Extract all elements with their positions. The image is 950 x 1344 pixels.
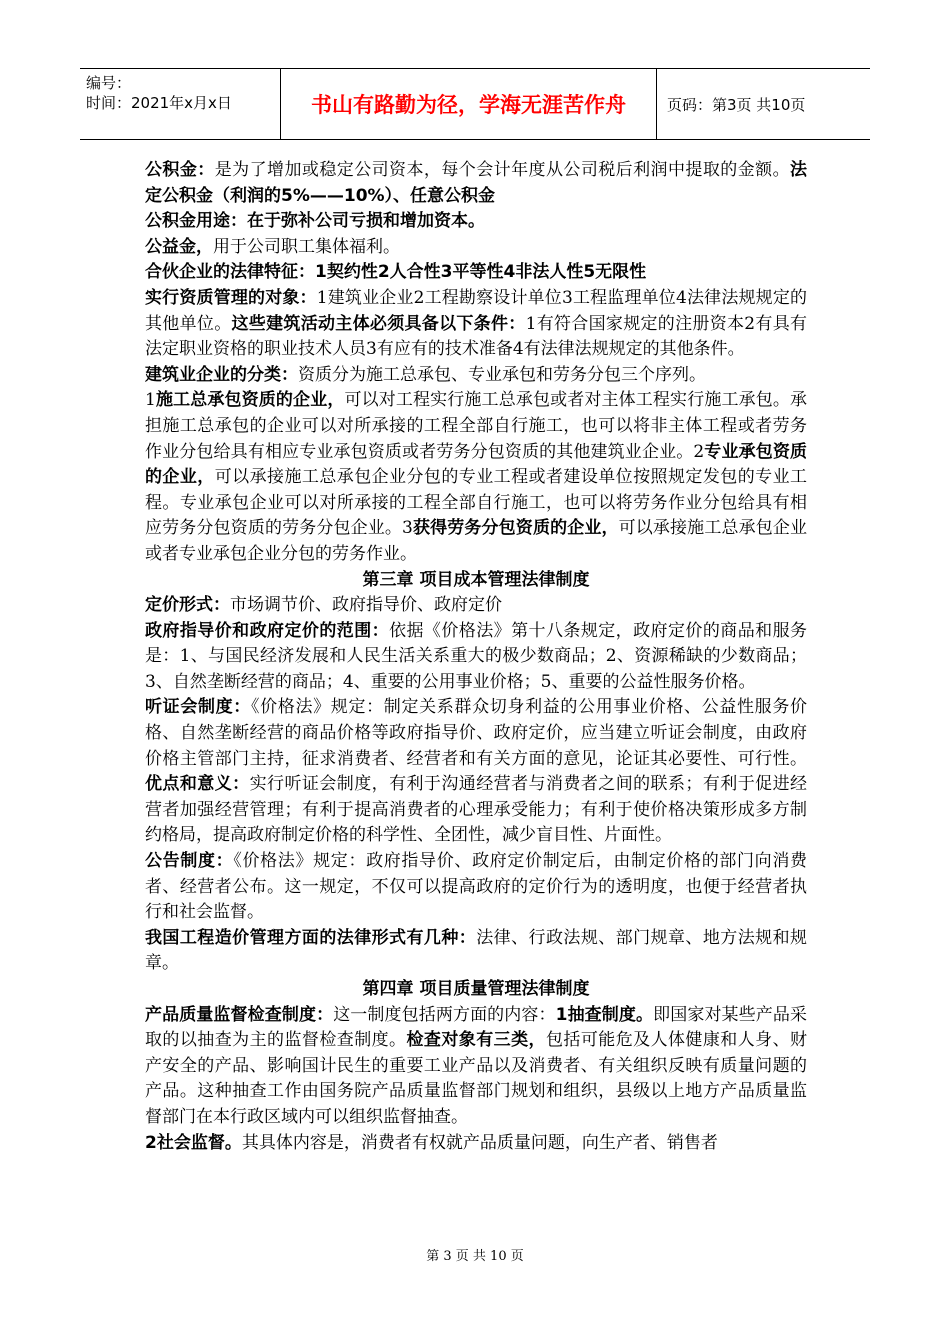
chapter-heading: 第四章 项目质量管理法律制度 xyxy=(362,979,590,999)
paragraph xyxy=(145,260,807,286)
body-text: 依据《价格法》第十八条规定，政府定价的商品和服务是：1、与国民经济发展和人民生活关系重大的极少数商品；2、资源稀缺的少数商品；3、自然垄断经营的商品；4、重要的公用事业价格；5、重要的公益性服务价格。 xyxy=(145,620,808,692)
paragraph xyxy=(145,695,807,849)
bold-term: 公告制度： xyxy=(145,851,234,872)
page-header xyxy=(80,68,870,140)
bold-term: 公积金： xyxy=(145,160,215,180)
header-meta xyxy=(80,69,280,139)
bold-term: 专业承包资质的企业， xyxy=(145,441,807,488)
body-text: 即国家对某些产品采取的以抽查为主的监督检查制度。 xyxy=(145,1004,807,1051)
body-text: 1 xyxy=(145,390,156,411)
paragraph xyxy=(145,158,807,209)
bold-term: 2社会监督。 xyxy=(145,1132,242,1153)
bold-term: 施工总承包资质的企业， xyxy=(155,390,345,411)
bold-term: 定价形式： xyxy=(145,595,230,616)
bold-term: 法定公积金（利润的5%——10%）、任意公积金 xyxy=(145,160,808,206)
document-body xyxy=(145,158,807,1156)
bold-term: 检查对象有三类， xyxy=(406,1030,546,1051)
paragraph xyxy=(145,286,807,363)
page-footer: 第 3 页 共 10 页 xyxy=(426,1249,524,1264)
bold-term: 产品质量监督检查制度： xyxy=(145,1004,334,1025)
body-text: 可以对工程实行施工总承包或者对主体工程实行施工承包。承担施工总承包的企业可以对所承接的工程全部自行施工，也可以将非主体工程或者劳务作业分包给具有相应专业承包资质或者劳务分包资质的其他建筑业企业。2 xyxy=(145,390,808,462)
chapter-heading: 第三章 项目成本管理法律制度 xyxy=(362,569,590,590)
body-text: 1有符合国家规定的注册资本2有具有法定职业资格的职业技术人员3有应有的技术准备4有法律法规规定的其他条件。 xyxy=(145,313,808,360)
paragraph xyxy=(145,926,807,977)
header-motto: 书山有路勤为径，学海无涯苦作舟 xyxy=(280,69,657,139)
bold-term: 合伙企业的法律特征：1契约性2人合性3平等性4非法人性5无限性 xyxy=(145,262,647,283)
body-text: 其具体内容是，消费者有权就产品质量问题，向生产者、销售者 xyxy=(241,1132,718,1153)
paragraph xyxy=(145,1131,807,1157)
body-text: 这一制度包括两方面的内容： xyxy=(333,1004,556,1025)
paragraph xyxy=(145,363,807,389)
bold-term: 实行资质管理的对象： xyxy=(145,287,317,308)
bold-term: 建筑业企业的分类： xyxy=(145,364,298,385)
body-text: 市场调节价、政府指导价、政府定价 xyxy=(230,595,502,616)
paragraph xyxy=(145,1003,807,1131)
bold-term: 我国工程造价管理方面的法律形式有几种： xyxy=(145,927,477,948)
paragraph xyxy=(145,619,807,696)
body-text: 《价格法》规定：政府指导价、政府定价制定后，由制定价格的部门向消费者、经营者公布。这一规定，不仅可以提高政府的定价行为的透明度，也便于经营者执行和社会监督。 xyxy=(145,851,808,923)
header-page-label: 页码：第3页 共10页 xyxy=(667,95,806,114)
body-text: 包括可能危及人体健康和人身、财产安全的产品、影响国计民生的重要工业产品以及消费者、有关组织反映有质量问题的产品。这种抽查工作由国务院产品质量监督部门规划和组织，县级以上地方产品质量监督部门在本行政区域内可以组织监督抽查。 xyxy=(145,1030,808,1127)
bold-term: 公积金用途：在于弥补公司亏损和增加资本。 xyxy=(145,211,485,232)
body-text: 可以承接施工总承包企业或者专业承包企业分包的劳务作业。 xyxy=(145,518,808,564)
bold-term: 优点和意义： xyxy=(145,774,250,795)
body-text: 资质分为施工总承包、专业承包和劳务分包三个序列。 xyxy=(298,364,706,385)
body-text: 1建筑业企业2工程勘察设计单位3工程监理单位4法律法规规定的其他单位。 xyxy=(145,287,808,334)
paragraph xyxy=(145,593,807,619)
paragraph xyxy=(145,388,807,567)
bold-term: 获得劳务分包资质的企业， xyxy=(412,518,619,539)
number-label: 编号： xyxy=(86,74,132,92)
paragraph xyxy=(145,849,807,926)
bold-term: 政府指导价和政府定价的范围： xyxy=(145,620,390,641)
body-text: 法律、行政法规、部门规章、地方法规和规章。 xyxy=(145,927,808,974)
bold-term: 这些建筑活动主体必须具备以下条件： xyxy=(231,313,526,334)
date-label: 时间：2021年x月x日 xyxy=(86,94,232,112)
body-text: 可以承接施工总承包企业分包的专业工程或者建设单位按照规定发包的专业工程。专业承包企业可以对所承接的工程全部自行施工，也可以将劳务作业分包给具有相应劳务分包资质的劳务分包企业。3 xyxy=(145,467,808,539)
body-text: 用于公司职工集体福利。 xyxy=(213,236,400,257)
paragraph xyxy=(145,209,807,235)
body-text: 是为了增加或稳定公司资本，每个会计年度从公司税后利润中提取的金额。 xyxy=(214,160,791,180)
body-text: 《价格法》规定：制定关系群众切身利益的公用事业价格、公益性服务价格、自然垄断经营的商品价格等政府指导价、政府定价，应当建立听证会制度，由政府价格主管部门主持，征求消费者、经营者和有关方面的意见，论证其必要性、可行性。 xyxy=(145,697,808,769)
bold-term: 1抽查制度。 xyxy=(555,1004,654,1025)
bold-term: 公益金， xyxy=(145,236,213,257)
body-text: 实行听证会制度，有利于沟通经营者与消费者之间的联系；有利于促进经营者加强经营管理；有利于提高消费者的心理承受能力；有利于使价格决策形成多方制约格局，提高政府制定价格的科学性、全团性，减少盲目性、片面性。 xyxy=(145,774,808,846)
bold-term: 听证会制度： xyxy=(145,697,251,718)
paragraph xyxy=(145,235,807,261)
